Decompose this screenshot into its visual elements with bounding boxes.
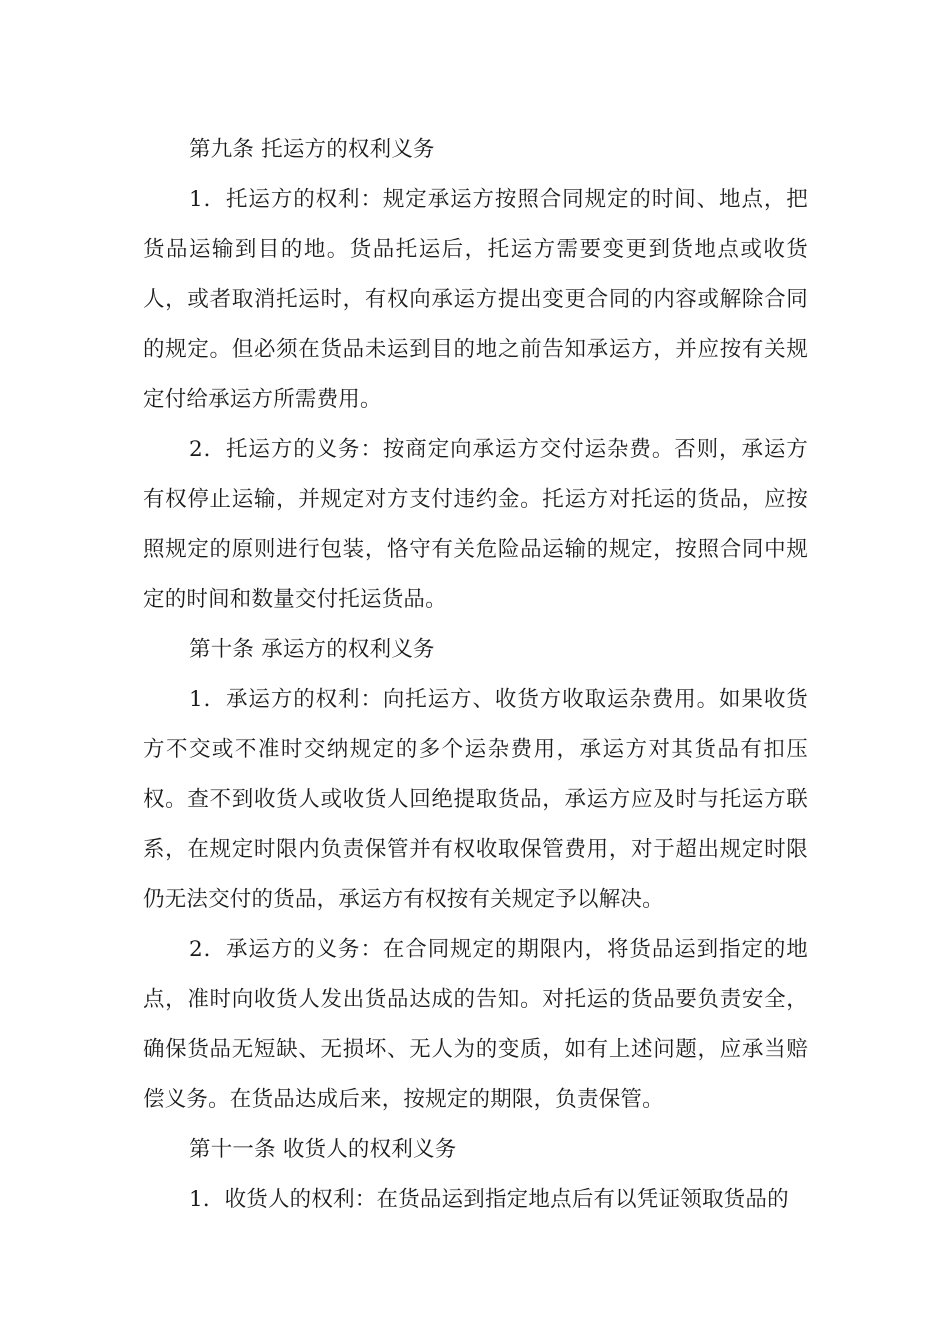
article-10-carrier-rights: 1．承运方的权利：向托运方、收货方收取运杂费用。如果收货方不交或不准时交纳规定的多个运杂费用，承运方对其货品有扣压权。查不到收货人或收货人回绝提取货品，承运方应及时与托运方联系，在规定时限内负责保管并有权收取保管费用，对于超出规定时限仍无法交付的货品，承运方有权按有关规定予以解决。 xyxy=(143,687,808,912)
article-11-consignee-rights: 1．收货人的权利：在货品运到指定地点后有以凭证领取货品的 xyxy=(189,1187,789,1212)
document-body xyxy=(143,125,808,1225)
article-10-heading: 第十条 承运方的权利义务 xyxy=(189,637,435,662)
article-9-shipper-rights: 1．托运方的权利：规定承运方按照合同规定的时间、地点，把货品运输到目的地。货品托运后，托运方需要变更到货地点或收货人，或者取消托运时，有权向承运方提出变更合同的内容或解除合同的规定。但必须在货品未运到目的地之前告知承运方，并应按有关规定付给承运方所需费用。 xyxy=(143,187,808,412)
article-9-shipper-obligations: 2．托运方的义务：按商定向承运方交付运杂费。否则，承运方有权停止运输，并规定对方支付违约金。托运方对托运的货品，应按照规定的原则进行包装，恪守有关危险品运输的规定，按照合同中规定的时间和数量交付托运货品。 xyxy=(143,437,808,612)
article-11-heading: 第十一条 收货人的权利义务 xyxy=(189,1137,457,1162)
article-10-carrier-obligations: 2．承运方的义务：在合同规定的期限内，将货品运到指定的地点，准时向收货人发出货品达成的告知。对托运的货品要负责安全，确保货品无短缺、无损坏、无人为的变质，如有上述问题，应承当赔偿义务。在货品达成后来，按规定的期限，负责保管。 xyxy=(143,937,808,1112)
article-9-heading: 第九条 托运方的权利义务 xyxy=(189,137,435,162)
